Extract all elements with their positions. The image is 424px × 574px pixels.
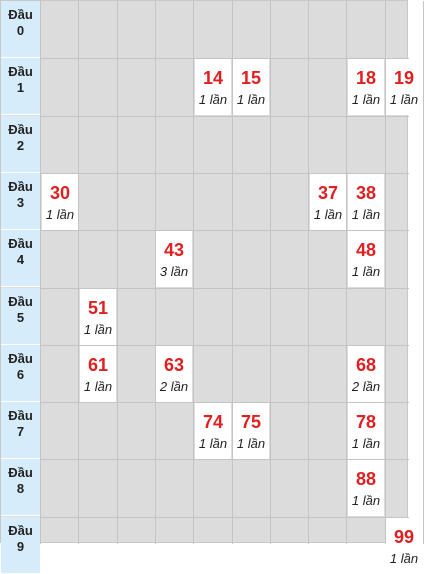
number-cell <box>310 174 346 230</box>
occurrence-count: 1 lần <box>351 493 381 508</box>
number-cell <box>348 59 384 115</box>
occurrence-count: 1 lần <box>389 551 419 566</box>
number-value: 99 <box>393 527 415 547</box>
row-header <box>1 345 40 402</box>
number-cell <box>156 346 192 402</box>
number-cell <box>42 174 78 230</box>
row-header-label: Đầu <box>8 465 33 480</box>
row-header-label: Đầu <box>8 236 33 251</box>
number-cell <box>348 403 384 459</box>
number-value: 43 <box>163 240 185 260</box>
occurrence-count: 1 lần <box>351 207 381 222</box>
number-value: 14 <box>202 68 224 88</box>
occurrence-count: 1 lần <box>198 92 228 107</box>
number-value: 48 <box>355 240 377 260</box>
grid-vertical-line <box>78 1 79 544</box>
occurrence-count: 1 lần <box>313 207 343 222</box>
row-header-label: Đầu <box>8 523 33 538</box>
number-value: 15 <box>240 68 262 88</box>
grid-vertical-line <box>40 1 41 544</box>
number-cell <box>348 460 384 516</box>
row-header-number: 9 <box>16 539 25 554</box>
number-cell <box>80 289 116 345</box>
occurrence-count: 1 lần <box>45 207 75 222</box>
occurrence-count: 1 lần <box>198 436 228 451</box>
number-cell <box>348 346 384 402</box>
number-cell <box>386 59 422 115</box>
number-value: 75 <box>240 412 262 432</box>
row-header <box>1 116 40 173</box>
occurrence-count: 1 lần <box>236 92 266 107</box>
grid-vertical-line <box>117 1 118 544</box>
occurrence-count: 1 lần <box>389 92 419 107</box>
grid-vertical-line <box>193 1 194 544</box>
row-header-label: Đầu <box>8 7 33 22</box>
row-header-number: 5 <box>16 310 25 325</box>
row-header <box>1 288 40 345</box>
row-header <box>1 173 40 230</box>
row-header-number: 7 <box>16 424 25 439</box>
row-header-number: 4 <box>16 252 25 267</box>
row-header-label: Đầu <box>8 351 33 366</box>
number-value: 37 <box>317 183 339 203</box>
row-header-number: 3 <box>16 195 25 210</box>
occurrence-count: 3 lần <box>159 264 189 279</box>
row-header <box>1 230 40 287</box>
number-value: 38 <box>355 183 377 203</box>
row-header-label: Đầu <box>8 179 33 194</box>
grid-vertical-line <box>308 1 309 544</box>
row-header <box>1 459 40 516</box>
number-cell <box>233 403 269 459</box>
number-value: 19 <box>393 68 415 88</box>
row-header-number: 1 <box>16 80 25 95</box>
row-header-label: Đầu <box>8 122 33 137</box>
grid-horizontal-line <box>40 517 409 518</box>
occurrence-count: 2 lần <box>351 379 381 394</box>
number-value: 78 <box>355 412 377 432</box>
row-header <box>1 402 40 459</box>
row-header-number: 2 <box>16 138 25 153</box>
number-cell <box>348 231 384 287</box>
number-cell <box>195 403 231 459</box>
number-value: 18 <box>355 68 377 88</box>
occurrence-count: 1 lần <box>83 322 113 337</box>
occurrence-count: 1 lần <box>236 436 266 451</box>
number-cell <box>386 518 422 574</box>
row-header-number: 6 <box>16 367 25 382</box>
occurrence-count: 2 lần <box>159 379 189 394</box>
occurrence-count: 1 lần <box>351 92 381 107</box>
row-header-label: Đầu <box>8 294 33 309</box>
number-value: 51 <box>87 298 109 318</box>
grid-vertical-line <box>270 1 271 544</box>
row-header-number: 8 <box>16 481 25 496</box>
row-header-number: 0 <box>16 23 25 38</box>
number-value: 68 <box>355 355 377 375</box>
grid-vertical-line <box>346 1 347 544</box>
number-value: 74 <box>202 412 224 432</box>
row-header-label: Đầu <box>8 408 33 423</box>
number-value: 61 <box>87 355 109 375</box>
number-cell <box>195 59 231 115</box>
number-value: 88 <box>355 469 377 489</box>
row-header-label: Đầu <box>8 64 33 79</box>
number-value: 30 <box>49 183 71 203</box>
number-cell <box>233 59 269 115</box>
occurrence-count: 1 lần <box>351 436 381 451</box>
number-cell <box>156 231 192 287</box>
number-value: 63 <box>163 355 185 375</box>
row-header <box>1 517 40 574</box>
number-cell <box>348 174 384 230</box>
number-cell <box>80 346 116 402</box>
occurrence-count: 1 lần <box>351 264 381 279</box>
grid-horizontal-line <box>40 116 409 117</box>
row-header <box>1 1 40 58</box>
row-header <box>1 58 40 115</box>
occurrence-count: 1 lần <box>83 379 113 394</box>
